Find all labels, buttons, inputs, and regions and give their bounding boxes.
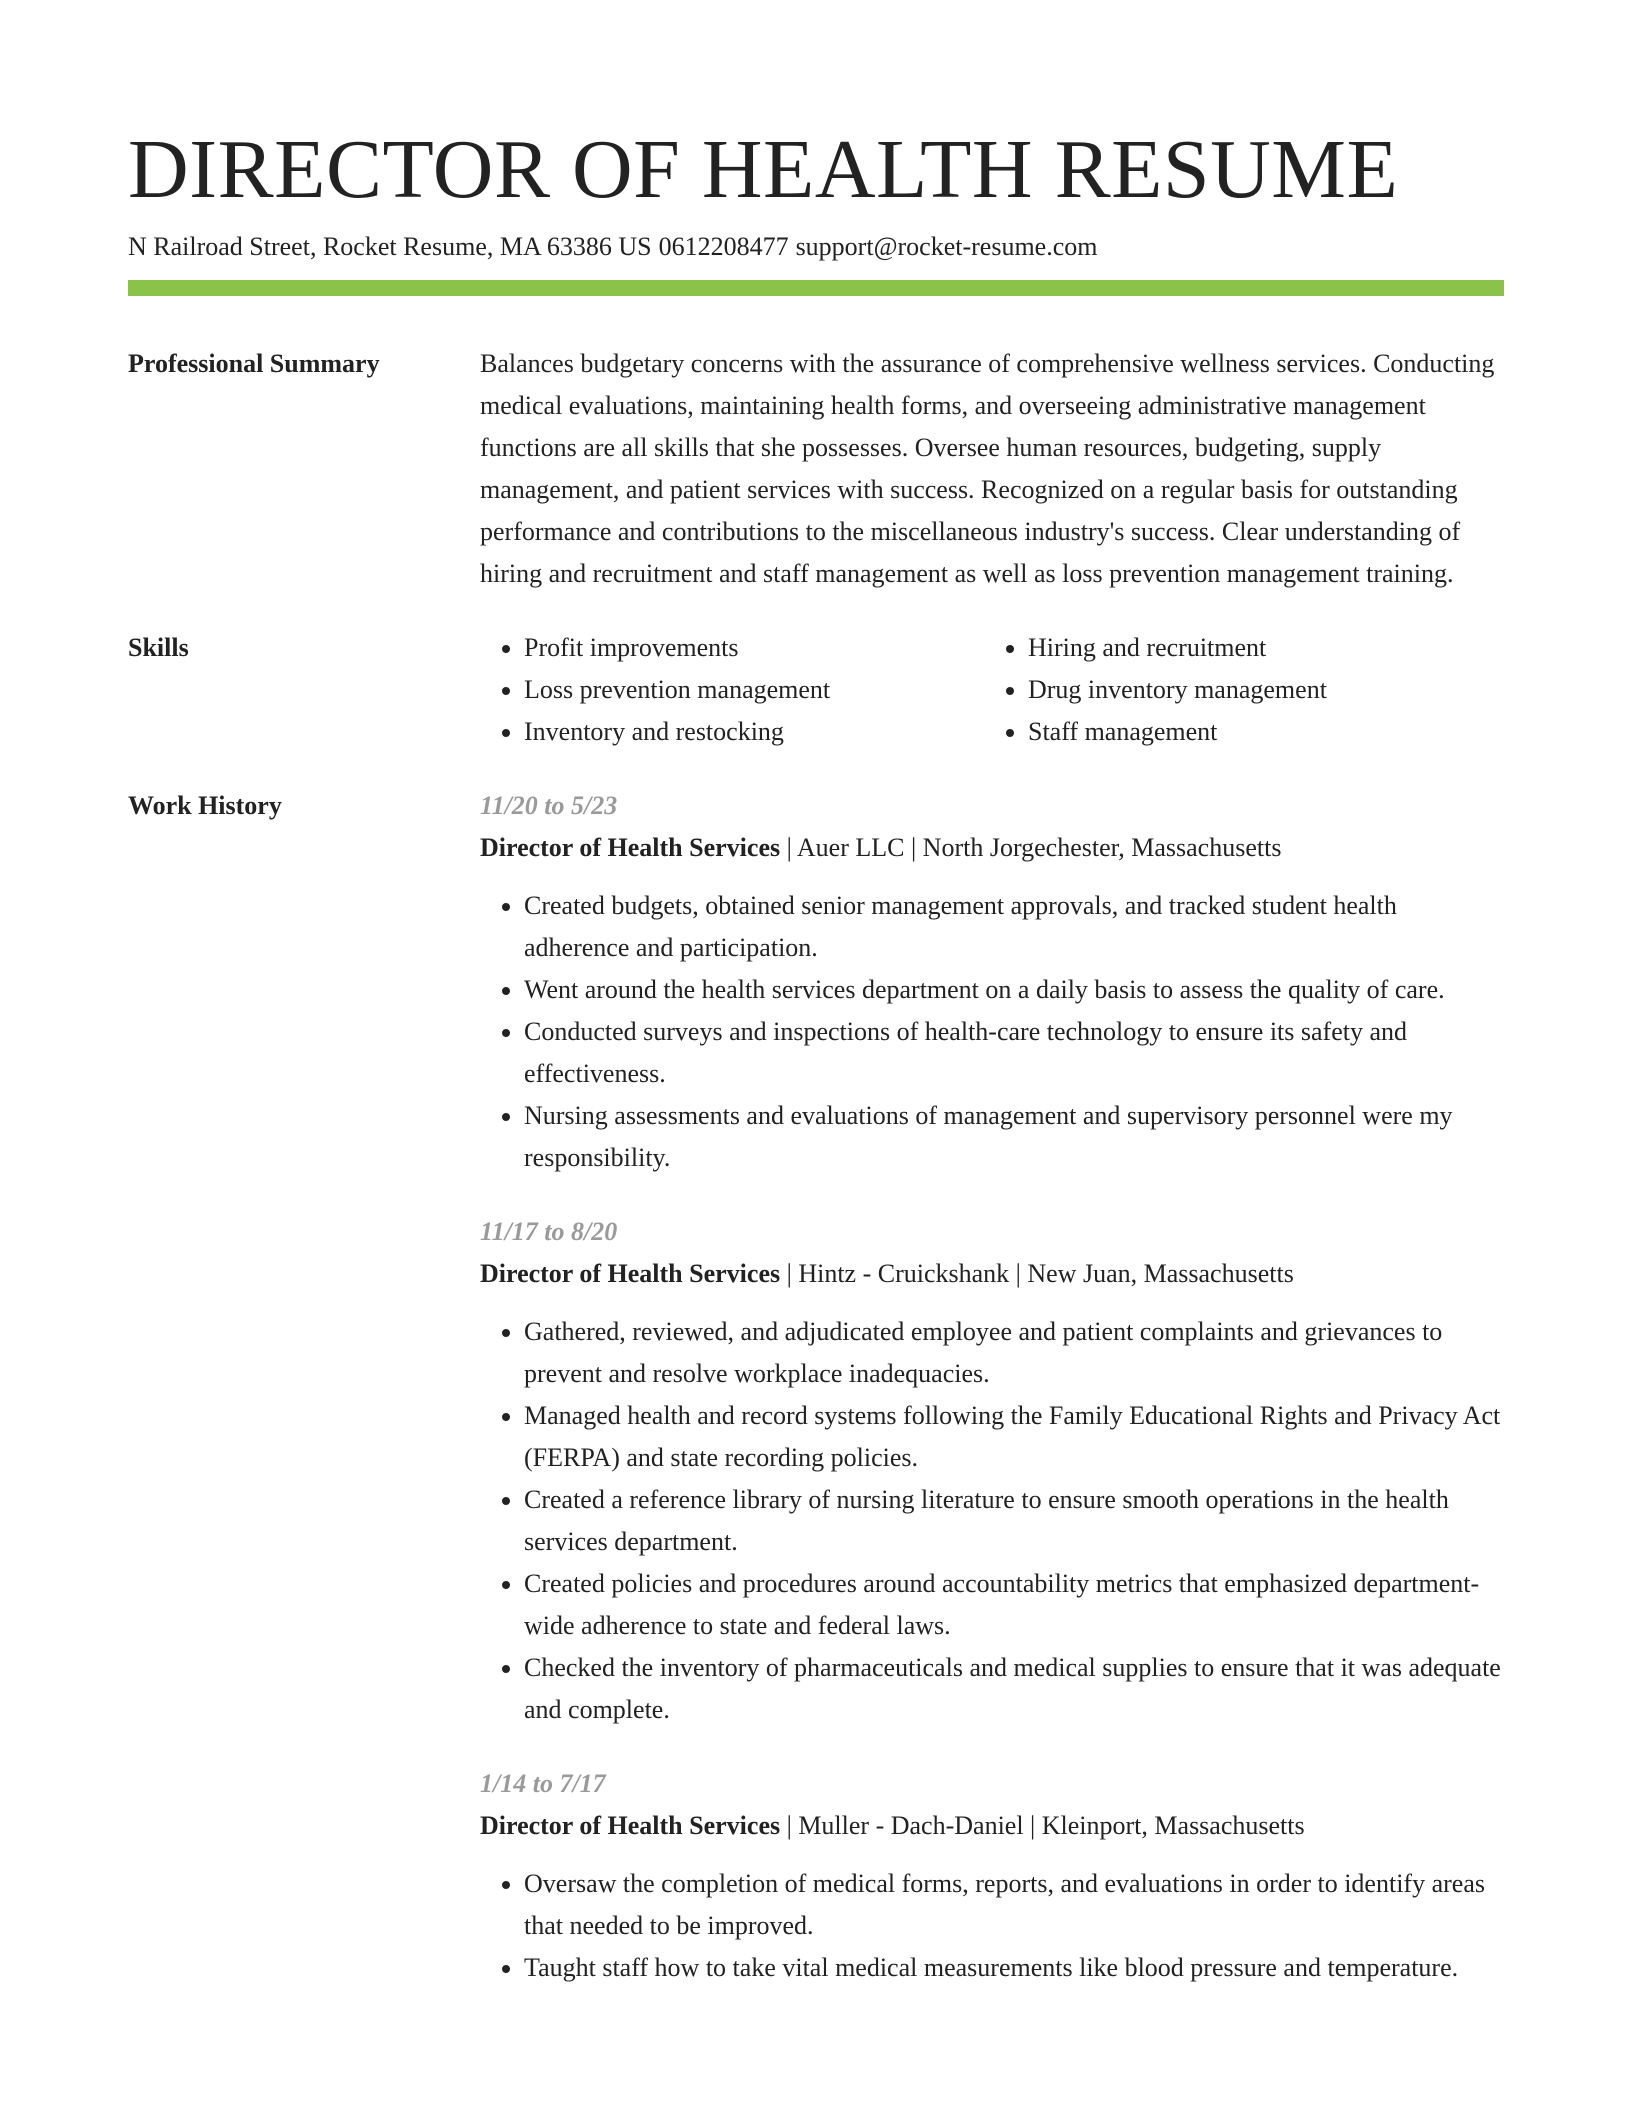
- skill-item: • Loss prevention management: [524, 669, 984, 711]
- resume-page: [128, 122, 1504, 1989]
- skill-item: • Drug inventory management: [1028, 669, 1504, 711]
- job-heading: [480, 827, 1504, 869]
- job-bullet: • Nursing assessments and evaluations of management and supervisory personnel were my responsibility.: [524, 1095, 1504, 1179]
- job-bullet: • Managed health and record systems following the Family Educational Rights and Privacy Act (FERPA) and state recording policies.: [524, 1395, 1504, 1479]
- skills-list-left: [480, 627, 984, 753]
- job-details: | Auer LLC | North Jorgechester, Massachusetts: [780, 833, 1282, 862]
- job-entry: [480, 1763, 1504, 1989]
- contact-phone: 0612208477: [658, 232, 789, 261]
- skill-item: • Inventory and restocking: [524, 711, 984, 753]
- skill-item: • Staff management: [1028, 711, 1504, 753]
- job-bullet: • Created a reference library of nursing literature to ensure smooth operations in the health services department.: [524, 1479, 1504, 1563]
- contact-line: [128, 230, 1504, 264]
- job-bullet: • Conducted surveys and inspections of health-care technology to ensure its safety and effectiveness.: [524, 1011, 1504, 1095]
- job-heading: [480, 1805, 1504, 1847]
- professional-summary-section: [128, 343, 1504, 595]
- job-bullets: [480, 1863, 1504, 1989]
- job-bullet: • Created budgets, obtained senior management approvals, and tracked student health adherence and participation.: [524, 885, 1504, 969]
- job-title: Director of Health Services: [480, 833, 781, 862]
- resume-title: DIRECTOR OF HEALTH RESUME: [128, 123, 1399, 216]
- skill-item: • Hiring and recruitment: [1028, 627, 1504, 669]
- section-label-professional-summary: Professional Summary: [128, 349, 380, 378]
- section-label-work-history: Work History: [128, 791, 282, 820]
- job-bullet: • Went around the health services department on a daily basis to assess the quality of care.: [524, 969, 1504, 1011]
- job-bullet: • Taught staff how to take vital medical measurements like blood pressure and temperature.: [524, 1947, 1504, 1989]
- job-entry: [480, 1211, 1504, 1731]
- job-title: Director of Health Services: [480, 1259, 781, 1288]
- section-label-skills: Skills: [128, 633, 189, 662]
- job-details: | Hintz - Cruickshank | New Juan, Massachusetts: [780, 1259, 1294, 1288]
- skills-grid: [480, 627, 1504, 753]
- skills-list-right: [984, 627, 1504, 753]
- accent-divider: [128, 280, 1504, 296]
- skill-item: • Profit improvements: [524, 627, 984, 669]
- job-bullets: [480, 1311, 1504, 1731]
- job-title: Director of Health Services: [480, 1811, 781, 1840]
- contact-address: N Railroad Street, Rocket Resume, MA 63386 US: [128, 232, 652, 261]
- job-heading: [480, 1253, 1504, 1295]
- job-bullet: • Gathered, reviewed, and adjudicated employee and patient complaints and grievances to prevent and resolve workplace inadequacies.: [524, 1311, 1504, 1395]
- job-entry: [480, 785, 1504, 1179]
- job-bullet: • Checked the inventory of pharmaceuticals and medical supplies to ensure that it was adequate and complete.: [524, 1647, 1504, 1731]
- work-history-section: [128, 785, 1504, 1989]
- contact-email: support@rocket-resume.com: [795, 232, 1098, 261]
- job-dates: 1/14 to 7/17: [480, 1769, 606, 1798]
- job-bullet: • Created policies and procedures around accountability metrics that emphasized department-wide adherence to state and federal laws.: [524, 1563, 1504, 1647]
- job-bullet: • Oversaw the completion of medical forms, reports, and evaluations in order to identify areas that needed to be improved.: [524, 1863, 1504, 1947]
- job-dates: 11/17 to 8/20: [480, 1217, 618, 1246]
- skills-section: [128, 627, 1504, 753]
- job-bullets: [480, 885, 1504, 1179]
- job-details: | Muller - Dach-Daniel | Kleinport, Massachusetts: [780, 1811, 1305, 1840]
- summary-text: Balances budgetary concerns with the assurance of comprehensive wellness services. Conducting medical evaluations, maintaining health forms, and overseeing administrative management functions are all skills that she possesses. Oversee human resources, budgeting, supply management, and patient services with success. Recognized on a regular basis for outstanding performance and contributions to the miscellaneous industry's success. Clear understanding of hiring and recruitment and staff management as well as loss prevention management training.: [480, 349, 1495, 588]
- job-dates: 11/20 to 5/23: [480, 791, 618, 820]
